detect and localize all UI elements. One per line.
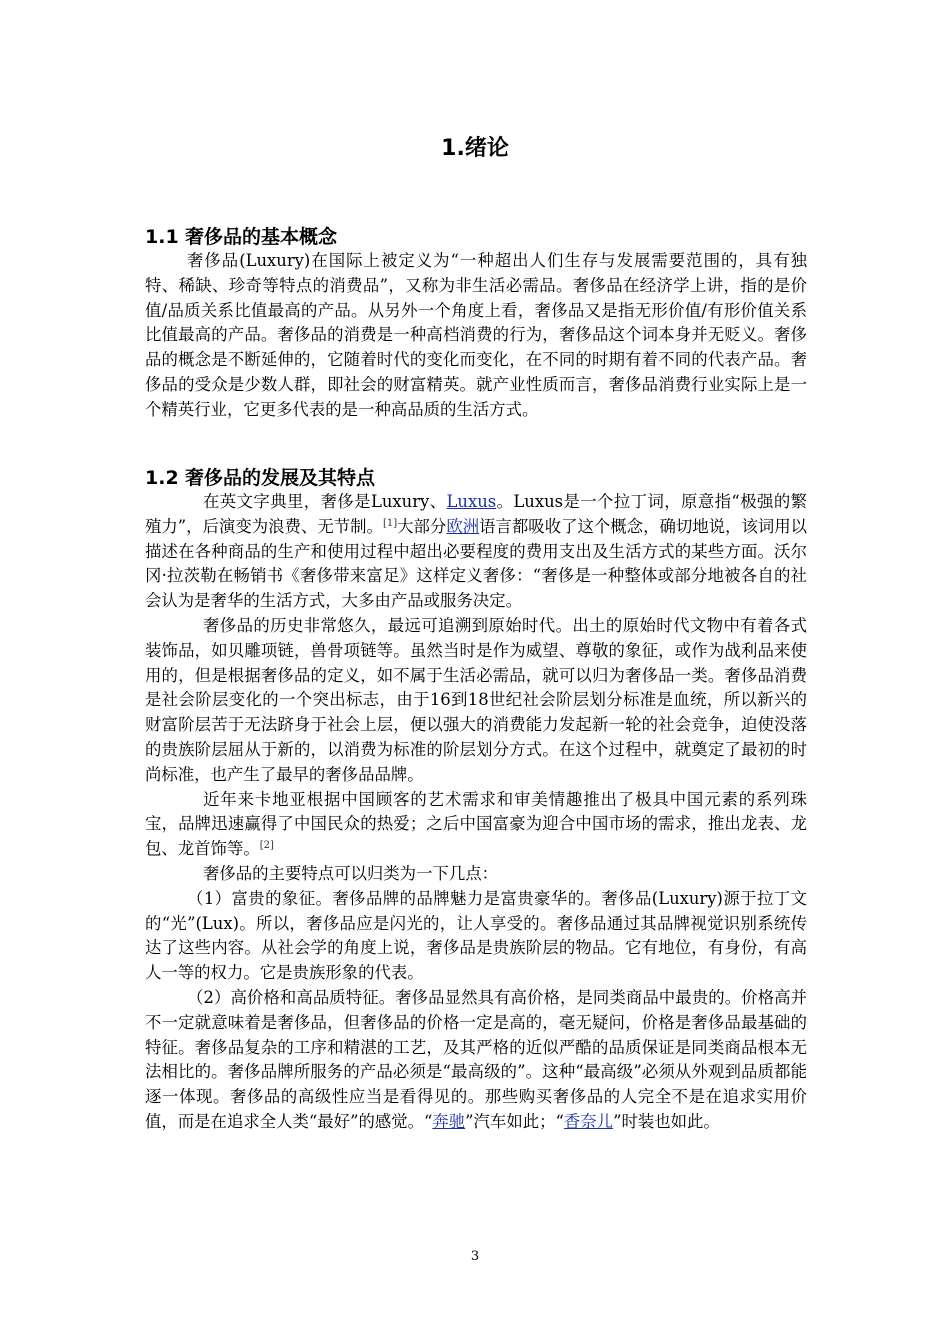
paragraph <box>145 788 807 862</box>
text-run: （2）高价格和高品质特征。奢侈品显然具有高价格，是同类商品中最贵的。价格高并不一定就意味着是奢侈品，但奢侈品的价格一定是高的，毫无疑问，价格是奢侈品最基础的特征。奢侈品复杂的工序和精湛的工艺，及其严格的近似严酷的品质保证是同类商品根本无法相比的。奢侈品牌所服务的产品必须是“最高级的”。这种“最高级”必须从外观到品质都能逐一体现。奢侈品的高级性应当是看得见的。那些购买奢侈品的人完全不是在追求实用价值，而是在追求全人类“最好”的感觉。“ <box>145 987 807 1131</box>
text-run: 近年来卡地亚根据中国顾客的艺术需求和审美情趣推出了极具中国元素的系列珠宝，品牌迅速赢得了中国民众的热爱；之后中国富豪为迎合中国市场的需求，推出龙表、龙包、龙首饰等。 <box>145 789 807 859</box>
section-heading-1-1 <box>145 224 815 250</box>
citation-ref: [1] <box>382 517 398 529</box>
section-heading-1-2 <box>145 465 815 491</box>
paragraph: 奢侈品的主要特点可以归类为一下几点： <box>203 863 499 883</box>
section-1-1-body <box>145 249 807 423</box>
chapter-title: 1.绪论 <box>441 136 509 161</box>
text-run: 在英文字典里，奢侈是Luxury、 <box>203 492 447 511</box>
text-run: 语言都吸收了这个概念，确切地说，该词用以描述在各种商品的生产和使用过程中超出必要程度的费用支出及生活方式的某些方面。沃尔冈·拉茨勒在畅销书《奢侈带来富足》这样定义奢侈：“奢侈是一种整体或部分地被各自的社会认为是奢华的生活方式，大多由产品或服务决定。 <box>145 516 808 611</box>
paragraph: 奢侈品的历史非常悠久，最远可追溯到原始时代。出土的原始时代文物中有着各式装饰品，如贝雕项链，兽骨项链等。虽然当时是作为威望、尊敬的象征，或作为战利品来使用的，但是根据奢侈品的定义，如不属于生活必需品，就可以归为奢侈品一类。奢侈品消费是社会阶层变化的一个突出标志，由于16到18世纪社会阶层划分标准是血统，所以新兴的财富阶层苦于无法跻身于社会上层，便以强大的消费能力发起新一轮的社会竞争，迫使没落的贵族阶层屈从于新的，以消费为标准的阶层划分方式。在这个过程中，就奠定了最初的时尚标准，也产生了最早的奢侈品品牌。 <box>145 615 807 784</box>
text-run: ”时装也如此。 <box>613 1111 720 1131</box>
europe-link[interactable]: 欧洲 <box>446 516 480 536</box>
chanel-link[interactable]: 香奈儿 <box>563 1111 614 1131</box>
benz-link[interactable]: 奔驰 <box>432 1111 466 1131</box>
paragraph <box>145 490 807 614</box>
text-run: 。Luxus是一个拉丁词，原意指“极强的繁殖力”，后演变为浪费、无节制。 <box>145 492 808 536</box>
text-run: 大部分 <box>397 516 447 536</box>
page-number: 3 <box>470 1249 480 1264</box>
section-title: 奢侈品的基本概念 <box>185 226 338 248</box>
paragraph: 奢侈品(Luxury)在国际上被定义为“一种超出人们生存与发展需要范围的，具有独特、稀缺、珍奇等特点的消费品”，又称为非生活必需品。奢侈品在经济学上讲，指的是价值/品质关系比值最高的产品。从另外一个角度上看，奢侈品又是指无形价值/有形价值关系比值最高的产品。奢侈品的消费是一种高档消费的行为，奢侈品这个词本身并无贬义。奢侈品的概念是不断延伸的，它随着时代的变化而变化，在不同的时期有着不同的代表产品。奢侈品的受众是少数人群，即社会的财富精英。就产业性质而言，奢侈品消费行业实际上是一个精英行业，它更多代表的是一种高品质的生活方式。 <box>145 251 807 419</box>
section-1-2-body <box>145 490 807 1135</box>
luxus-link[interactable]: Luxus <box>446 492 497 511</box>
section-number: 1.2 <box>145 467 179 489</box>
citation-ref: [2] <box>259 840 274 852</box>
text-run: ”汽车如此；“ <box>465 1111 564 1131</box>
paragraph: （1）富贵的象征。奢侈品牌的品牌魅力是富贵豪华的。奢侈品(Luxury)源于拉丁文的“光”(Lux)。所以，奢侈品应是闪光的，让人享受的。奢侈品通过其品牌视觉识别系统传达了这些内容。从社会学的角度上说，奢侈品是贵族阶层的物品。它有地位，有身份，有高人一等的权力。它是贵族形象的代表。 <box>145 888 807 983</box>
paragraph <box>145 986 807 1135</box>
section-title: 奢侈品的发展及其特点 <box>185 467 376 489</box>
section-number: 1.1 <box>145 226 179 248</box>
